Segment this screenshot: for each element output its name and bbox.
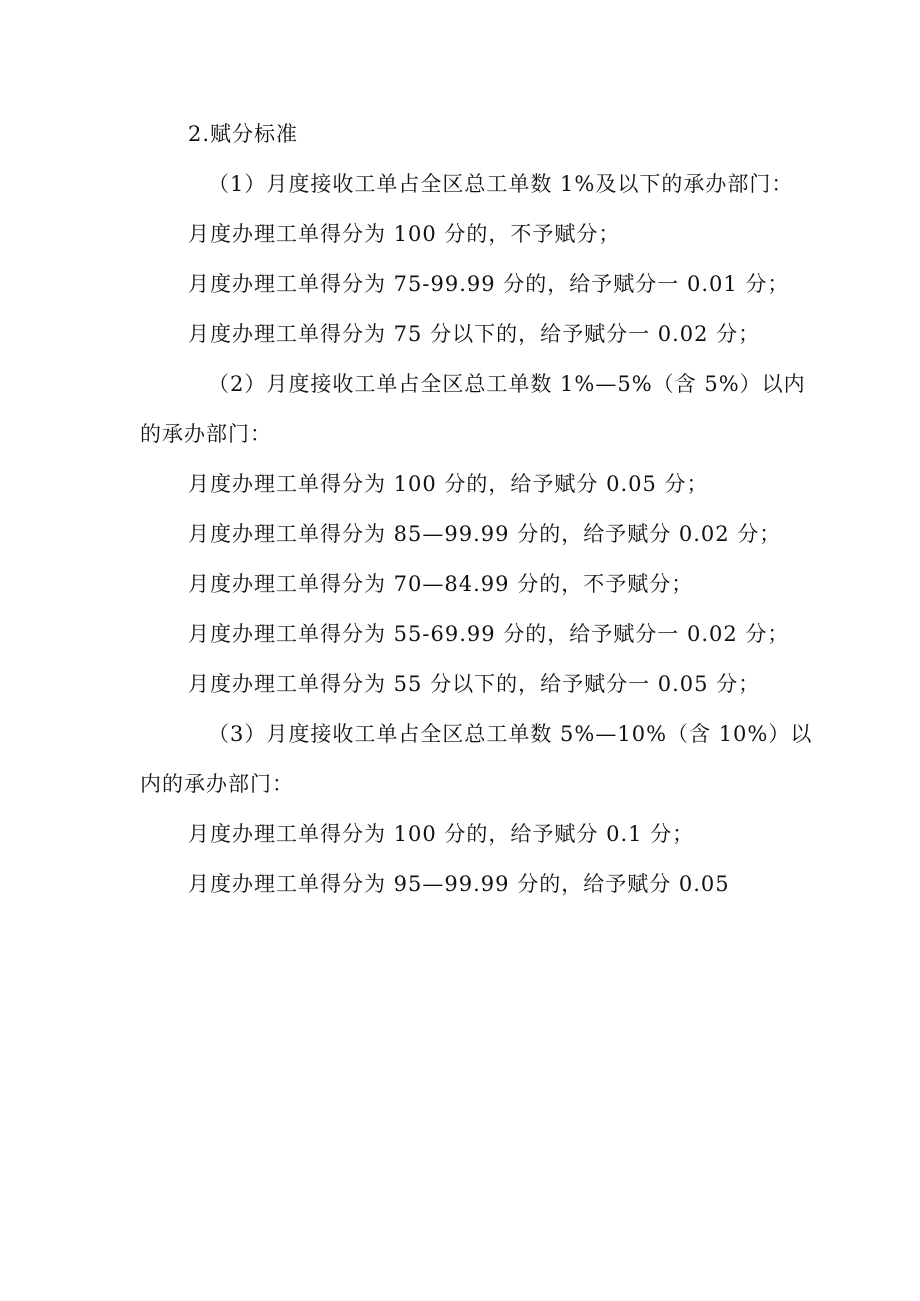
- clause-2-intro-cont: 的承办部门：: [140, 422, 272, 446]
- clause-3-intro: （3）月度接收工单占全区总工单数 5%—10%（含 10%）以: [208, 722, 813, 746]
- clause-1-item-2: 月度办理工单得分为 75-99.99 分的，给予赋分一 0.01 分；: [188, 272, 790, 296]
- clause-2-intro: （2）月度接收工单占全区总工单数 1%—5%（含 5%）以内: [208, 372, 806, 396]
- clause-2-item-1: 月度办理工单得分为 100 分的，给予赋分 0.05 分；: [188, 472, 709, 496]
- clause-1-item-1: 月度办理工单得分为 100 分的，不予赋分；: [188, 222, 621, 246]
- clause-1-item-3: 月度办理工单得分为 75 分以下的，给予赋分一 0.02 分；: [188, 322, 761, 346]
- section-heading: 2.赋分标准: [188, 122, 299, 146]
- clause-3-intro-cont: 内的承办部门：: [140, 772, 294, 796]
- clause-2-item-4: 月度办理工单得分为 55-69.99 分的，给予赋分一 0.02 分；: [188, 622, 790, 646]
- clause-2-item-2: 月度办理工单得分为 85—99.99 分的，给予赋分 0.02 分；: [188, 522, 782, 546]
- clause-2-item-5: 月度办理工单得分为 55 分以下的，给予赋分一 0.05 分；: [188, 672, 761, 696]
- clause-3-item-2: 月度办理工单得分为 95—99.99 分的，给予赋分 0.05: [188, 872, 730, 896]
- clause-2-item-3: 月度办理工单得分为 70—84.99 分的，不予赋分；: [188, 572, 694, 596]
- clause-3-item-1: 月度办理工单得分为 100 分的，给予赋分 0.1 分；: [188, 822, 695, 846]
- clause-1-intro: （1）月度接收工单占全区总工单数 1%及以下的承办部门：: [208, 172, 794, 196]
